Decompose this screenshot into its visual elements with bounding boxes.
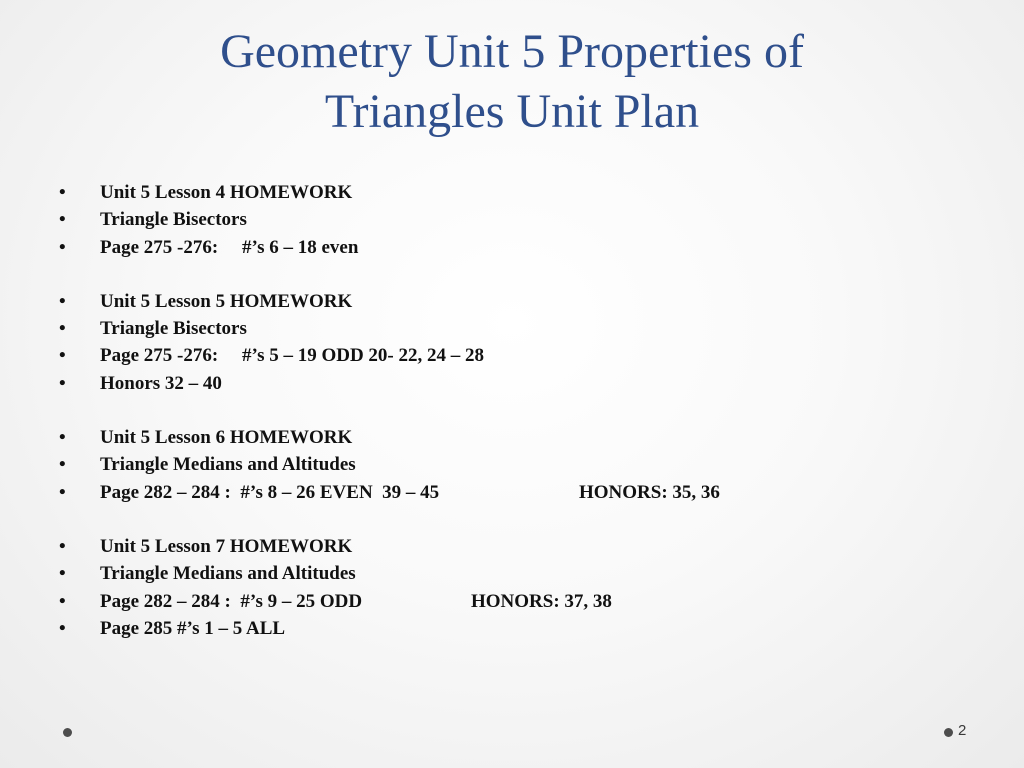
list-item <box>0 479 1024 506</box>
bullet-icon: • <box>59 290 66 312</box>
list-item-text: Page 285 #’s 1 – 5 ALL <box>100 617 286 639</box>
bullet-icon: • <box>59 454 66 476</box>
slide-title <box>0 22 1024 142</box>
list-item-text: Honors 32 – 40 <box>100 372 222 394</box>
list-item <box>0 615 1024 642</box>
bullet-icon: • <box>59 318 66 340</box>
slide-title-line-1: Geometry Unit 5 Properties of <box>220 25 804 78</box>
bullet-icon: • <box>59 617 66 639</box>
bullet-icon: • <box>59 590 66 612</box>
bullet-icon: • <box>59 535 66 557</box>
homework-group-lesson-7 <box>0 533 1024 642</box>
bullet-icon: • <box>59 563 66 585</box>
list-item <box>0 206 1024 233</box>
bullet-icon: • <box>59 427 66 449</box>
bullet-icon: • <box>59 345 66 367</box>
homework-group-lesson-4 <box>0 179 1024 261</box>
bullet-icon: • <box>59 182 66 203</box>
list-item-text: Unit 5 Lesson 6 HOMEWORK <box>100 427 353 449</box>
list-item <box>0 342 1024 369</box>
honors-assignment: HONORS: 35, 36 <box>579 481 720 503</box>
slide-number: 2 <box>958 722 967 739</box>
list-item-text: Triangle Medians and Altitudes <box>100 454 356 476</box>
list-item <box>0 560 1024 587</box>
list-item-text: Triangle Bisectors <box>100 209 247 231</box>
bullet-icon: • <box>59 481 66 503</box>
list-item <box>0 588 1024 615</box>
list-item <box>0 315 1024 342</box>
list-item <box>0 451 1024 478</box>
list-item <box>0 288 1024 315</box>
honors-assignment: HONORS: 37, 38 <box>471 590 612 612</box>
slide-title-line-2: Triangles Unit Plan <box>324 85 700 138</box>
list-item-text: Page 275 -276: #’s 6 – 18 even <box>100 236 359 258</box>
list-item <box>0 424 1024 451</box>
list-item-text: Triangle Medians and Altitudes <box>100 563 356 585</box>
decorative-dot-icon <box>944 728 953 737</box>
list-item-text: Triangle Bisectors <box>100 318 247 340</box>
list-item <box>0 179 1024 206</box>
list-item-text: Unit 5 Lesson 4 HOMEWORK <box>100 182 353 203</box>
list-item-text: Unit 5 Lesson 7 HOMEWORK <box>100 535 353 557</box>
list-item-text: Page 282 – 284 : #’s 8 – 26 EVEN 39 – 45 <box>100 481 440 503</box>
list-item-text: Page 275 -276: #’s 5 – 19 ODD 20- 22, 24 – 28 <box>100 345 485 367</box>
list-item <box>0 533 1024 560</box>
list-item-text: Page 282 – 284 : #’s 9 – 25 ODD <box>100 590 363 612</box>
list-item <box>0 234 1024 261</box>
bullet-icon: • <box>59 236 66 258</box>
homework-group-lesson-5 <box>0 288 1024 397</box>
slide-content <box>0 179 1024 669</box>
list-item-text: Unit 5 Lesson 5 HOMEWORK <box>100 290 353 312</box>
decorative-dot-icon <box>63 728 72 737</box>
list-item <box>0 370 1024 397</box>
homework-group-lesson-6 <box>0 424 1024 506</box>
bullet-icon: • <box>59 372 66 394</box>
bullet-icon: • <box>59 209 66 231</box>
